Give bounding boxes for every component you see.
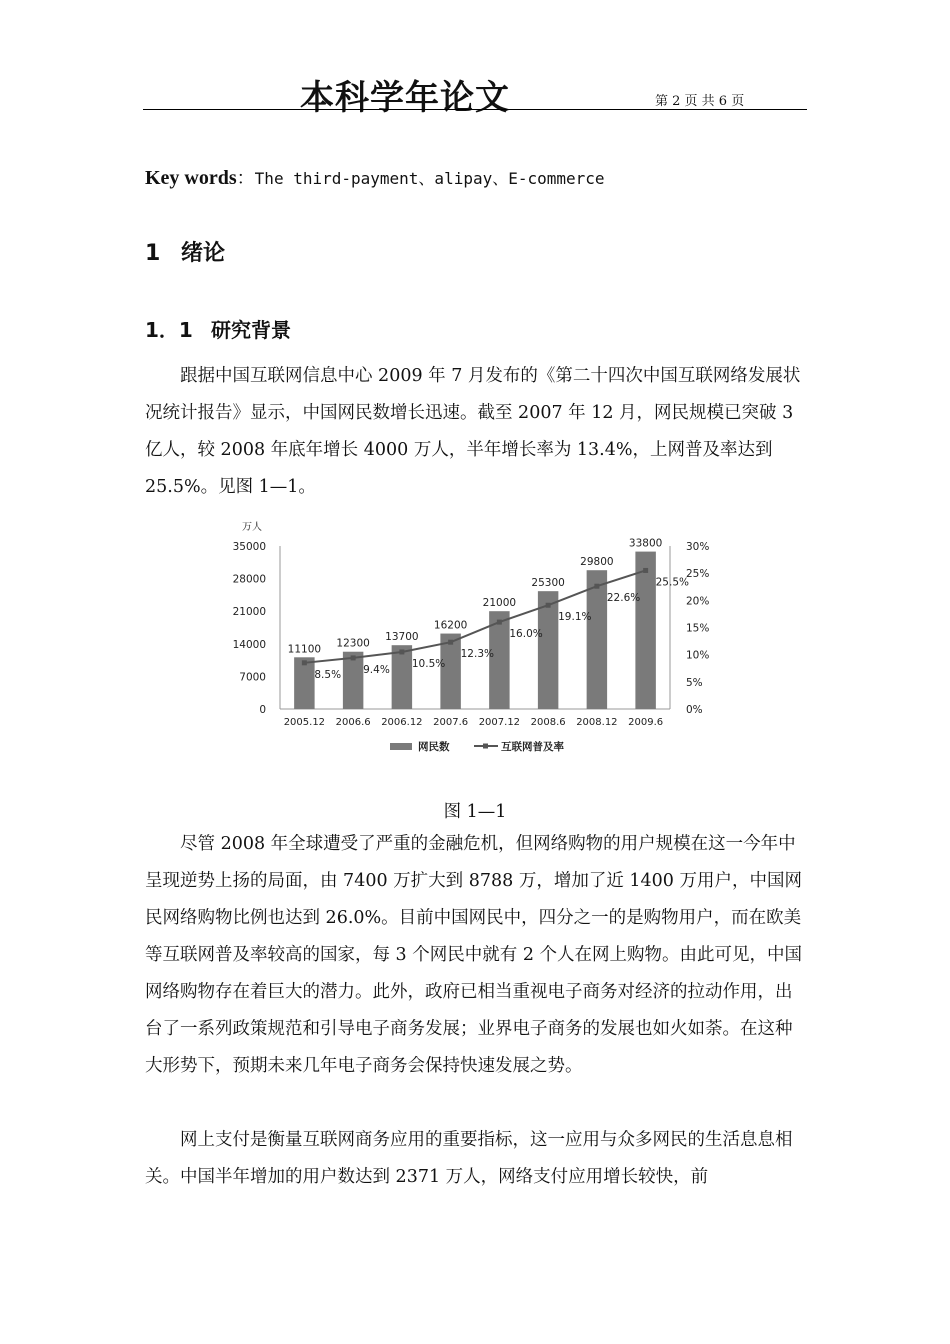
line-point — [594, 584, 599, 589]
bar-value-label: 21000 — [482, 597, 517, 610]
right-tick-label: 30% — [686, 541, 710, 553]
keywords-label: Key words — [145, 167, 237, 189]
bar-value-label: 13700 — [385, 631, 419, 644]
section-heading-1 — [145, 236, 225, 267]
right-tick-label: 25% — [686, 568, 710, 581]
bar — [392, 645, 412, 709]
bar — [440, 634, 460, 709]
line-point — [497, 620, 502, 625]
left-tick-label: 35000 — [232, 541, 266, 553]
keywords-line — [145, 164, 605, 190]
legend-bar-label: 网民数 — [418, 741, 450, 753]
left-tick-label: 21000 — [232, 606, 266, 619]
legend-line-marker — [483, 744, 488, 749]
chart-svg — [230, 518, 710, 763]
x-tick-label: 2007.6 — [433, 717, 469, 728]
line-point — [643, 568, 648, 573]
bar-value-label: 25300 — [531, 577, 565, 590]
bar — [587, 570, 607, 709]
keywords-colon: ： — [236, 168, 255, 189]
bar-value-label: 33800 — [628, 537, 663, 550]
line-point — [302, 660, 307, 665]
bar-value-label: 11100 — [287, 643, 322, 656]
x-tick-label: 2006.6 — [335, 717, 371, 728]
bar-value-label: 16200 — [433, 619, 468, 632]
x-tick-label: 2007.12 — [478, 717, 521, 728]
bar — [635, 552, 655, 709]
right-tick-label: 0% — [686, 704, 703, 716]
line-value-label: 9.4% — [363, 663, 390, 676]
subsection-heading-1-1 — [145, 314, 291, 343]
x-tick-label: 2008.6 — [530, 717, 566, 728]
header-page-info: 第 2 页 共 6 页 — [655, 94, 745, 109]
right-tick-label: 10% — [686, 649, 710, 662]
right-tick-label: 20% — [686, 595, 710, 608]
left-tick-label: 0 — [259, 704, 266, 716]
paragraph-3 — [145, 1122, 807, 1196]
figure-caption: 图 1—1 — [443, 802, 507, 822]
line-point — [351, 655, 356, 660]
header-divider — [143, 109, 807, 110]
x-tick-label: 2006.12 — [381, 717, 423, 728]
paragraph-2-text: 尽管 2008 年全球遭受了严重的金融危机，但网络购物的用户规模在这一今年中呈现逆势上扬的局面，由 7400 万扩大到 8788 万，增加了近 1400 万用户，中国网民网络购物比例也达到 26.0%。目前中国网民中，四分之一的是购物用户，而在欧美等互联网普及率较高的国家，每 3 个网民中就有 2 个人在网上购物。由此可见，中国网络购物存在着巨大的潜力。此外，政府已相当重视电子商务对经济的拉动作用，出台了一系列政策规范和引导电子商务发展；业界电子商务的发展也如火如荼。在这种大形势下，预期未来几年电子商务会保持快速发展之势。 — [145, 834, 803, 1076]
line-value-label: 16.0% — [509, 628, 543, 641]
left-tick-label: 28000 — [232, 573, 266, 586]
left-tick-label: 14000 — [232, 638, 266, 651]
legend-bar-swatch — [390, 743, 412, 750]
line-point — [399, 649, 404, 654]
header-title: 本科学年论文 — [300, 78, 510, 118]
legend-line-label: 互联网普及率 — [501, 741, 564, 753]
line-value-label: 25.5% — [655, 576, 689, 589]
right-tick-label: 5% — [686, 676, 703, 689]
line-value-label: 12.3% — [460, 648, 494, 661]
bar — [538, 591, 558, 709]
x-tick-label: 2009.6 — [628, 717, 664, 728]
line-value-label: 19.1% — [558, 611, 592, 624]
line-value-label: 8.5% — [314, 668, 342, 681]
line-value-label: 10.5% — [411, 657, 446, 670]
left-tick-label: 7000 — [239, 671, 266, 684]
paragraph-3-text: 网上支付是衡量互联网商务应用的重要指标，这一应用与众多网民的生活息息相关。中国半年增加的用户数达到 2371 万人，网络支付应用增长较快，前 — [145, 1130, 793, 1187]
section-number: 1 — [145, 241, 161, 266]
line-point — [448, 640, 453, 645]
y-unit-label: 万人 — [242, 522, 262, 533]
right-tick-label: 15% — [686, 622, 710, 635]
line-value-label: 22.6% — [606, 592, 641, 605]
bar-value-label: 12300 — [336, 637, 370, 650]
paragraph-1 — [145, 358, 807, 506]
x-tick-label: 2008.12 — [576, 717, 618, 728]
line-point — [546, 603, 551, 608]
keywords-value: The third-payment、alipay、E-commerce — [254, 169, 605, 188]
subsection-title: 研究背景 — [211, 318, 291, 342]
internet-users-chart — [230, 518, 710, 763]
paragraph-1-text: 跟据中国互联网信息中心 2009 年 7 月发布的《第二十四次中国互联网络发展状况统计报告》显示，中国网民数增长迅速。截至 2007 年 12 月，网民规模已突破 3 亿人，较 2008 年底年增长 4000 万人，半年增长率为 13.4%，上网普及率达到 25.5%。见图 1—1。 — [145, 366, 801, 497]
section-title: 绪论 — [181, 241, 226, 266]
bar-value-label: 29800 — [580, 556, 614, 569]
subsection-number: 1．1 — [145, 318, 193, 342]
x-tick-label: 2005.12 — [283, 717, 326, 728]
paragraph-2 — [145, 826, 807, 1085]
